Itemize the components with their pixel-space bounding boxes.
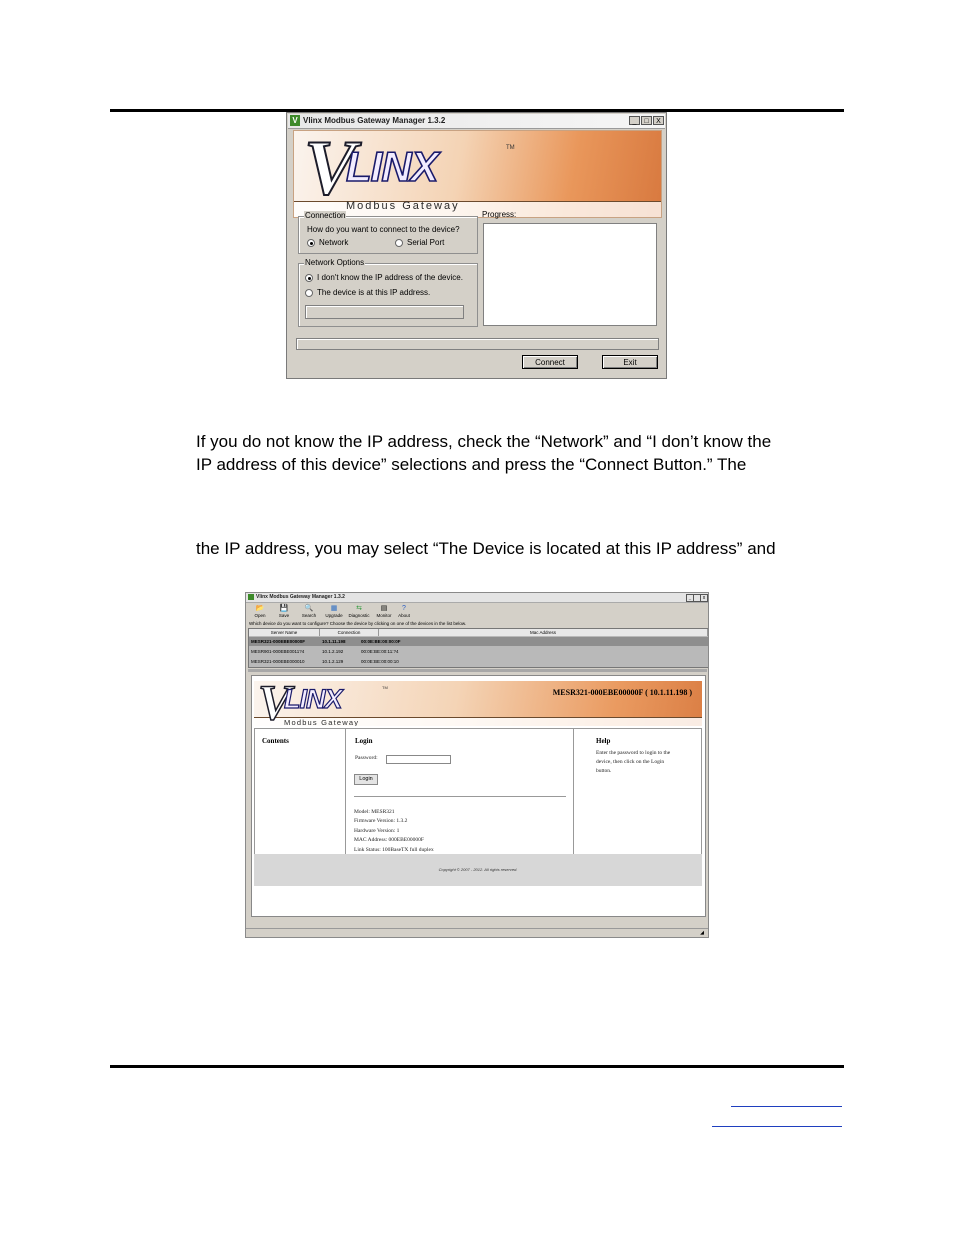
serial-port-radio[interactable] bbox=[395, 239, 403, 247]
gateway-manager-dialog bbox=[286, 112, 667, 379]
open-icon: 📂 bbox=[255, 605, 265, 612]
close-button[interactable]: X bbox=[653, 116, 664, 125]
progress-bar bbox=[296, 338, 659, 350]
network-radio-label[interactable]: Network bbox=[319, 238, 349, 247]
contents-title: Contents bbox=[262, 737, 289, 745]
logo-tm: TM bbox=[382, 685, 388, 690]
instruction-line-1: If you do not know the IP address, check the “Network” and “I don’t know the bbox=[196, 432, 772, 451]
app-icon: V bbox=[290, 115, 300, 126]
logo-subtitle: Modbus Gateway bbox=[284, 718, 360, 726]
close-button[interactable]: x bbox=[700, 594, 708, 602]
hardware-info: Hardware Version: 1 bbox=[354, 828, 400, 834]
logo-v: V bbox=[258, 681, 292, 726]
password-label: Password: bbox=[355, 755, 378, 761]
window2-title: Vlinx Modbus Gateway Manager 1.3.2 bbox=[256, 594, 345, 600]
logo-linx: LINX bbox=[346, 143, 438, 190]
column-mac-address[interactable]: Mac Address bbox=[379, 629, 708, 636]
known-ip-label[interactable]: The device is at this IP address. bbox=[317, 288, 431, 297]
password-input[interactable] bbox=[386, 755, 451, 764]
toolbar-upgrade-button[interactable]: ▦ Upgrade bbox=[323, 604, 345, 618]
minimize-button[interactable]: _ bbox=[686, 594, 694, 602]
help-text-line: Enter the password to login to the bbox=[596, 750, 671, 756]
save-icon: 💾 bbox=[279, 605, 289, 612]
vlinx-banner bbox=[293, 130, 662, 218]
network-options-group bbox=[298, 258, 478, 327]
device-prompt: Which device do you want to configure? Choose the device by clicking on one of the devices in the list below. bbox=[249, 621, 467, 626]
column-connection[interactable]: Connection bbox=[320, 629, 379, 636]
device-row[interactable]: MESR901-000EBE0011?4 10.1.2.192 00:0E:BE:00:11:?4 bbox=[251, 649, 399, 654]
logo-v: V bbox=[304, 130, 357, 211]
firmware-info: Firmware Version: 1.3.2 bbox=[354, 818, 408, 824]
device-header: MESR321-000EBE00000F ( 10.1.11.198 ) bbox=[552, 688, 692, 697]
gateway-manager-window bbox=[245, 592, 709, 938]
footer-link[interactable] bbox=[712, 1126, 842, 1127]
divider bbox=[354, 796, 566, 797]
column-server-name[interactable]: Server Name bbox=[249, 629, 320, 636]
app-icon bbox=[248, 594, 254, 600]
toolbar-diagnostic-button[interactable]: ⇆ Diagnostic bbox=[348, 605, 370, 618]
progress-label: Progress: bbox=[482, 210, 517, 219]
instruction-line-3: the IP address, you may select “The Device is located at this IP address” and bbox=[196, 539, 776, 558]
web-footer bbox=[254, 854, 702, 886]
copyright: Copyright © 2007 - 2012. All rights reserved. bbox=[438, 867, 518, 872]
footer-link[interactable] bbox=[731, 1106, 842, 1107]
connection-question: How do you want to connect to the device? bbox=[307, 225, 460, 234]
logo-subtitle: Modbus Gateway bbox=[346, 200, 460, 212]
device-row[interactable]: MESR321-000EBE00000F 10.1.11.198 00:0E:BE:00:00:0F bbox=[249, 637, 708, 646]
known-ip-radio[interactable] bbox=[305, 289, 313, 297]
help-panel bbox=[573, 728, 702, 855]
login-panel bbox=[345, 728, 574, 855]
ip-address-field[interactable] bbox=[305, 305, 464, 319]
splitter[interactable] bbox=[248, 669, 707, 672]
model-info: Model: MESR321 bbox=[354, 809, 395, 815]
search-icon: 🔍 bbox=[304, 605, 314, 612]
exit-button[interactable]: Exit bbox=[602, 355, 658, 369]
contents-panel bbox=[254, 728, 346, 855]
device-row[interactable]: MESR321-000EBE000010 10.1.2.129 00:0E:BE:00:00:10 bbox=[251, 659, 399, 664]
connect-button[interactable]: Connect bbox=[522, 355, 578, 369]
serial-port-radio-label[interactable]: Serial Port bbox=[407, 238, 445, 247]
login-button[interactable]: Login bbox=[354, 774, 378, 785]
help-text-line: button. bbox=[596, 768, 612, 774]
link-status-info: Link Status: 100BaseTX full duplex bbox=[354, 847, 434, 853]
connection-label: Connection bbox=[305, 211, 346, 220]
network-options-label: Network Options bbox=[305, 258, 365, 267]
bottom-rule bbox=[110, 1065, 844, 1068]
window2-title-bar bbox=[246, 593, 708, 603]
toolbar-save-button[interactable]: 💾 Save bbox=[273, 604, 295, 618]
help-title: Help bbox=[596, 737, 611, 745]
unknown-ip-label[interactable]: I don't know the IP address of the device. bbox=[317, 273, 463, 282]
status-bar bbox=[246, 928, 708, 937]
about-icon: ? bbox=[402, 605, 406, 612]
help-text-line: device, then click on the Login bbox=[596, 759, 665, 765]
resize-grip-icon[interactable]: ◢ bbox=[700, 930, 704, 936]
logo-linx: LINX bbox=[284, 684, 342, 714]
unknown-ip-radio[interactable] bbox=[305, 274, 313, 282]
toolbar-open-button[interactable]: 📂 Open bbox=[249, 604, 271, 618]
device-list bbox=[248, 628, 709, 668]
upgrade-icon: ▦ bbox=[330, 605, 338, 612]
network-radio[interactable] bbox=[307, 239, 315, 247]
maximize-button[interactable]: □ bbox=[641, 116, 652, 125]
web-banner bbox=[254, 681, 702, 726]
toolbar-monitor-button[interactable]: ▤ Monitor bbox=[373, 604, 395, 618]
diagnostic-icon: ⇆ bbox=[356, 605, 362, 612]
connection-group bbox=[298, 211, 478, 254]
login-title: Login bbox=[355, 737, 373, 745]
monitor-icon: ▤ bbox=[380, 605, 388, 612]
logo-tm: TM bbox=[506, 145, 515, 151]
progress-box bbox=[483, 223, 657, 326]
device-web-page bbox=[251, 675, 706, 917]
instruction-line-2: IP address of this device” selections and press the “Connect Button.” The bbox=[196, 455, 747, 474]
title-bar bbox=[288, 114, 665, 129]
window-title: Vlinx Modbus Gateway Manager 1.3.2 bbox=[303, 116, 446, 125]
mac-info: MAC Address: 000EBE00000F bbox=[354, 837, 424, 843]
toolbar-about-button[interactable]: ? About bbox=[393, 604, 415, 618]
toolbar-search-button[interactable]: 🔍 Search bbox=[298, 604, 320, 618]
minimize-button[interactable]: _ bbox=[629, 116, 640, 125]
